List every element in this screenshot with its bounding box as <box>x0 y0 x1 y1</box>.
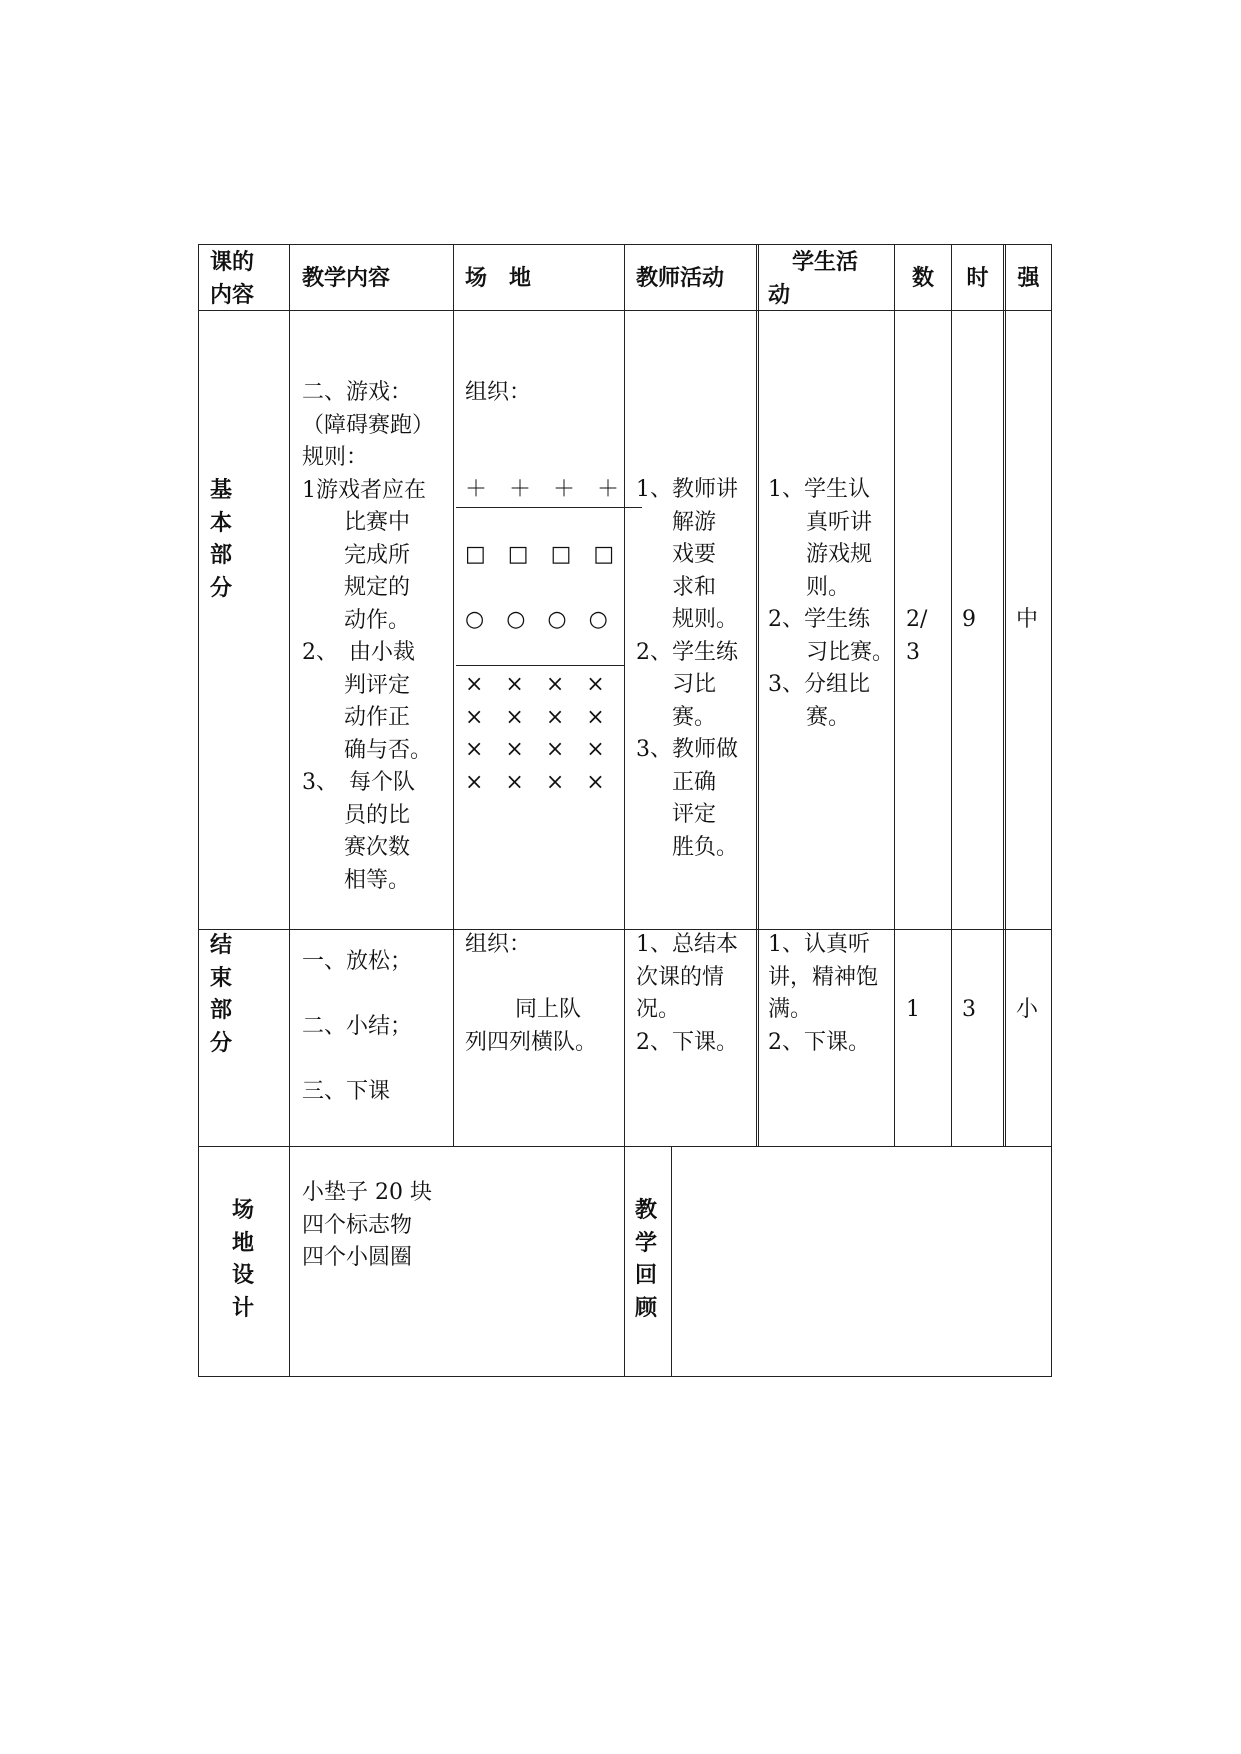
venue-hoops-row: ○ ○ ○ ○ <box>465 607 608 632</box>
ending-intensity: 小 <box>1016 997 1039 1022</box>
header-content: 教学内容 <box>302 265 391 291</box>
venue-org-title: 组织： <box>465 380 532 405</box>
ending-time: 3 <box>962 997 976 1022</box>
basic-section-label: 基 本 部 分 <box>210 477 233 601</box>
header-teacher: 教师活动 <box>636 265 725 291</box>
venue-markers-row: ＋ ＋ ＋ ＋ <box>465 477 620 502</box>
header-time: 时 <box>966 265 989 291</box>
basic-student-activity: 1、学生认 真听讲 游戏规 则。 2、学生练 习比赛。 3、分组比 赛。 <box>768 477 895 730</box>
ending-venue: 组织： 同上队 列四列横队。 <box>465 932 598 1055</box>
header-section: 课的 内容 <box>210 249 255 308</box>
teaching-review-content[interactable] <box>684 1160 1040 1360</box>
equipment-list: 小垫子 20 块 四个标志物 四个小圆圈 <box>302 1180 432 1270</box>
basic-content: 二、游戏： （障碍赛跑） 规则： 1游戏者应在 比赛中 完成所 规定的 动作。 2、 由小裁 判评定 动作正 确与否。 3、 每个队 员的比 赛次数 相等。 <box>302 380 435 893</box>
header-count: 数 <box>911 265 934 291</box>
venue-students-rows: × × × × × × × × × × × × × × × × <box>465 672 605 795</box>
header-intensity: 强 <box>1017 265 1040 291</box>
basic-time: 9 <box>962 607 976 632</box>
ending-student-activity: 1、认真听 讲，精神饱 满。 2、下课。 <box>768 932 879 1055</box>
header-student: 学生活 动 <box>768 249 859 308</box>
venue-start-line <box>456 507 642 508</box>
teaching-review-label: 教 学 回 顾 <box>635 1197 658 1321</box>
venue-mats-row: □ □ □ □ <box>465 542 615 567</box>
header-venue: 场 地 <box>465 265 532 291</box>
basic-count: 2/ 3 <box>906 607 928 665</box>
basic-teacher-activity: 1、教师讲 解游 戏要 求和 规则。 2、学生练 习比 赛。 3、教师做 正确 评定 胜负。 <box>636 477 739 860</box>
ending-content: 一、放松； 二、小结； 三、下课 <box>302 949 413 1104</box>
ending-section-label: 结 束 部 分 <box>210 932 233 1056</box>
basic-intensity: 中 <box>1016 607 1039 632</box>
venue-team-line <box>456 665 624 666</box>
ending-teacher-activity: 1、总结本 次课的情 况。 2、下课。 <box>636 932 738 1055</box>
venue-design-label: 场 地 设 计 <box>232 1197 255 1321</box>
ending-count: 1 <box>906 997 920 1022</box>
